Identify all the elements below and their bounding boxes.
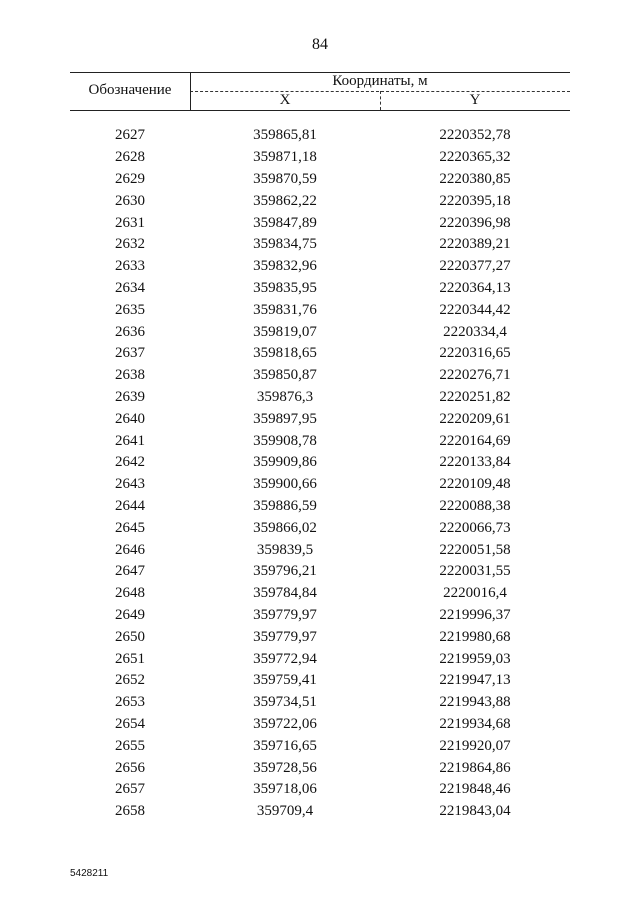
y-coordinate: 2220395,18	[439, 192, 511, 209]
table-row	[70, 670, 570, 692]
table-header	[70, 72, 570, 110]
point-designation: 2636	[115, 323, 145, 340]
point-designation: 2647	[115, 563, 145, 580]
y-coordinate: 2220389,21	[439, 236, 511, 253]
x-coordinate: 359779,97	[253, 628, 317, 645]
point-designation: 2655	[115, 737, 145, 754]
y-coordinate: 2219947,13	[439, 672, 511, 689]
y-coordinate: 2220316,65	[439, 345, 511, 362]
point-designation: 2633	[115, 258, 145, 275]
table-row	[70, 365, 570, 387]
point-designation: 2628	[115, 149, 145, 166]
y-coordinate: 2219980,68	[439, 628, 511, 645]
table-row	[70, 452, 570, 474]
table-row	[70, 169, 570, 191]
x-coordinate: 359839,5	[256, 541, 314, 558]
table-row	[70, 605, 570, 627]
y-coordinate: 2219934,68	[439, 715, 511, 732]
coordinates-table-body	[70, 125, 570, 823]
point-designation: 2629	[115, 170, 145, 187]
point-designation: 2645	[115, 519, 145, 536]
point-designation: 2639	[115, 388, 145, 405]
x-coordinate: 359832,96	[253, 258, 317, 275]
point-designation: 2652	[115, 672, 145, 689]
x-coordinate: 359718,06	[253, 781, 317, 798]
x-coordinate: 359796,21	[253, 563, 317, 580]
x-coordinate: 359834,75	[253, 236, 317, 253]
x-coordinate: 359862,22	[253, 192, 317, 209]
table-row	[70, 583, 570, 605]
table-row	[70, 125, 570, 147]
y-coordinate: 2220066,73	[439, 519, 511, 536]
table-row	[70, 234, 570, 256]
header-y: Y	[469, 92, 481, 108]
point-designation: 2627	[115, 127, 145, 144]
point-designation: 2635	[115, 301, 145, 318]
x-coordinate: 359850,87	[253, 367, 317, 384]
x-coordinate: 359728,56	[253, 759, 317, 776]
table-row	[70, 430, 570, 452]
table-row	[70, 779, 570, 801]
point-designation: 2648	[115, 585, 145, 602]
x-coordinate: 359876,3	[256, 388, 314, 405]
table-row	[70, 299, 570, 321]
y-coordinate: 2219843,04	[439, 803, 511, 820]
table-row	[70, 692, 570, 714]
y-coordinate: 2219943,88	[439, 694, 511, 711]
y-coordinate: 2220209,61	[439, 410, 511, 427]
y-coordinate: 2220380,85	[439, 170, 511, 187]
x-coordinate: 359819,07	[253, 323, 317, 340]
table-row	[70, 648, 570, 670]
x-coordinate: 359759,41	[253, 672, 317, 689]
point-designation: 2638	[115, 367, 145, 384]
point-designation: 2656	[115, 759, 145, 776]
table-row	[70, 321, 570, 343]
table-row	[70, 408, 570, 430]
table-row	[70, 757, 570, 779]
point-designation: 2650	[115, 628, 145, 645]
x-coordinate: 359722,06	[253, 715, 317, 732]
y-coordinate: 2220344,42	[439, 301, 511, 318]
x-coordinate: 359900,66	[253, 476, 317, 493]
y-coordinate: 2219996,37	[439, 606, 511, 623]
table-row	[70, 343, 570, 365]
y-coordinate: 2220396,98	[439, 214, 511, 231]
header-designation: Обозначение	[88, 82, 172, 98]
table-row	[70, 801, 570, 823]
y-coordinate: 2220088,38	[439, 497, 511, 514]
y-coordinate: 2220365,32	[439, 149, 511, 166]
point-designation: 2643	[115, 476, 145, 493]
y-coordinate: 2220352,78	[439, 127, 511, 144]
point-designation: 2646	[115, 541, 145, 558]
table-row	[70, 387, 570, 409]
point-designation: 2631	[115, 214, 145, 231]
x-coordinate: 359831,76	[253, 301, 317, 318]
y-coordinate: 2220364,13	[439, 279, 511, 296]
point-designation: 2634	[115, 279, 145, 296]
y-coordinate: 2220276,71	[439, 367, 511, 384]
footer-code: 5428211	[70, 868, 109, 879]
table-row	[70, 626, 570, 648]
y-coordinate: 2220031,55	[439, 563, 511, 580]
y-coordinate: 2219864,86	[439, 759, 511, 776]
x-coordinate: 359784,84	[253, 585, 317, 602]
y-coordinate: 2219959,03	[439, 650, 511, 667]
point-designation: 2644	[115, 497, 145, 514]
page-number: 84	[312, 36, 328, 53]
x-coordinate: 359818,65	[253, 345, 317, 362]
y-coordinate: 2219920,07	[439, 737, 511, 754]
x-coordinate: 359886,59	[253, 497, 317, 514]
point-designation: 2649	[115, 606, 145, 623]
y-coordinate: 2220251,82	[439, 388, 511, 405]
point-designation: 2642	[115, 454, 145, 471]
table-row	[70, 256, 570, 278]
x-coordinate: 359897,95	[253, 410, 317, 427]
point-designation: 2654	[115, 715, 145, 732]
table-row	[70, 561, 570, 583]
point-designation: 2653	[115, 694, 145, 711]
point-designation: 2637	[115, 345, 145, 362]
y-coordinate: 2220133,84	[439, 454, 511, 471]
header-x: X	[279, 92, 291, 108]
x-coordinate: 359734,51	[253, 694, 317, 711]
y-coordinate: 2220109,48	[439, 476, 511, 493]
x-coordinate: 359779,97	[253, 606, 317, 623]
table-row	[70, 212, 570, 234]
point-designation: 2651	[115, 650, 145, 667]
x-coordinate: 359908,78	[253, 432, 317, 449]
x-coordinate: 359716,65	[253, 737, 317, 754]
table-row	[70, 278, 570, 300]
x-coordinate: 359847,89	[253, 214, 317, 231]
x-coordinate: 359909,86	[253, 454, 317, 471]
header-coordinates: Координаты, м	[332, 73, 428, 89]
table-row	[70, 496, 570, 518]
y-coordinate: 2220377,27	[439, 258, 511, 275]
table-row	[70, 190, 570, 212]
point-designation: 2640	[115, 410, 145, 427]
x-coordinate: 359865,81	[253, 127, 317, 144]
x-coordinate: 359871,18	[253, 149, 317, 166]
x-coordinate: 359709,4	[256, 803, 314, 820]
x-coordinate: 359870,59	[253, 170, 317, 187]
table-row	[70, 735, 570, 757]
header-bottom-rule	[70, 110, 570, 111]
table-row	[70, 539, 570, 561]
table-row	[70, 474, 570, 496]
y-coordinate: 2220051,58	[439, 541, 511, 558]
y-coordinate: 2220164,69	[439, 432, 511, 449]
point-designation: 2630	[115, 192, 145, 209]
y-coordinate: 2220334,4	[443, 323, 507, 340]
point-designation: 2658	[115, 803, 145, 820]
y-coordinate: 2219848,46	[439, 781, 511, 798]
table-row	[70, 714, 570, 736]
x-coordinate: 359835,95	[253, 279, 317, 296]
table-row	[70, 517, 570, 539]
table-row	[70, 147, 570, 169]
x-coordinate: 359866,02	[253, 519, 317, 536]
y-coordinate: 2220016,4	[443, 585, 507, 602]
point-designation: 2641	[115, 432, 145, 449]
point-designation: 2632	[115, 236, 145, 253]
x-coordinate: 359772,94	[253, 650, 317, 667]
point-designation: 2657	[115, 781, 145, 798]
